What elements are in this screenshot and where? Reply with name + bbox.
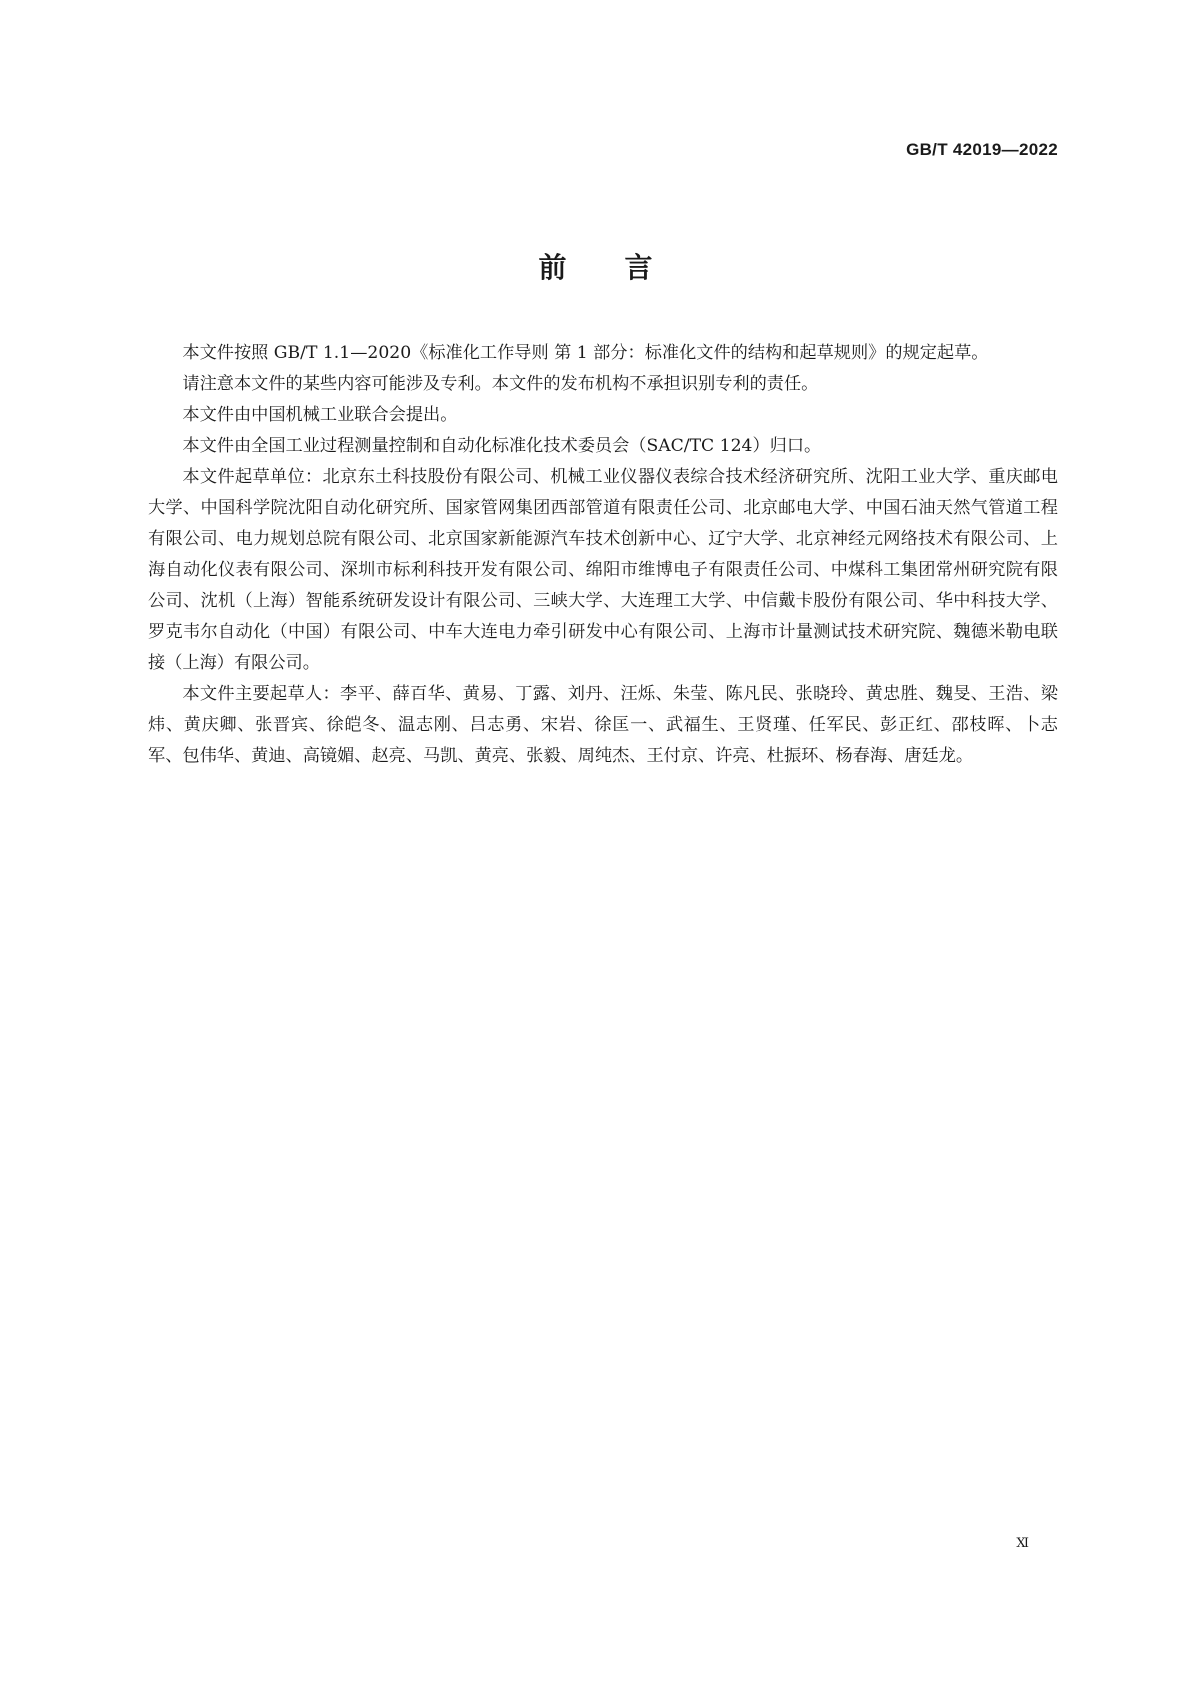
title-char-1: 前 [538,251,567,284]
foreword-body [148,338,1058,772]
paragraph-drafting-organizations: 本文件起草单位：北京东土科技股份有限公司、机械工业仪器仪表综合技术经济研究所、沈阳工业大学、重庆邮电大学、中国科学院沈阳自动化研究所、国家管网集团西部管道有限责任公司、北京邮电大学、中国石油天然气管道工程有限公司、电力规划总院有限公司、北京国家新能源汽车技术创新中心、辽宁大学、北京神经元网络技术有限公司、上海自动化仪表有限公司、深圳市标利科技开发有限公司、绵阳市维博电子有限责任公司、中煤科工集团常州研究院有限公司、沈机（上海）智能系统研发设计有限公司、三峡大学、大连理工大学、中信戴卡股份有限公司、华中科技大学、罗克韦尔自动化（中国）有限公司、中车大连电力牵引研发中心有限公司、上海市计量测试技术研究院、魏德米勒电联接（上海）有限公司。 [148,467,1058,673]
paragraph-drafting-rules: 本文件按照 GB/T 1.1—2020《标准化工作导则 第 1 部分：标准化文件的结构和起草规则》的规定起草。 [182,343,989,363]
paragraph-proposer: 本文件由中国机械工业联合会提出。 [182,405,458,425]
paragraph-technical-committee: 本文件由全国工业过程测量控制和自动化标准化技术委员会（SAC/TC 124）归口。 [182,436,822,456]
title-char-2: 言 [624,251,653,284]
paragraph-patent-notice: 请注意本文件的某些内容可能涉及专利。本文件的发布机构不承担识别专利的责任。 [182,374,819,394]
paragraph-drafters: 本文件主要起草人：李平、薛百华、黄易、丁露、刘丹、汪烁、朱莹、陈凡民、张晓玲、黄忠胜、魏旻、王浩、梁炜、黄庆卿、张晋宾、徐皑冬、温志刚、吕志勇、宋岩、徐匡一、武福生、王贤瑾、任军民、彭正红、邵枝晖、卜志军、包伟华、黄迪、高镜媚、赵亮、马凯、黄亮、张毅、周纯杰、王付京、许亮、杜振环、杨春海、唐廷龙。 [148,684,1058,766]
page-title [0,246,1191,286]
page-number: Ⅺ [1016,1536,1029,1551]
standard-code: GB/T 42019—2022 [906,140,1058,159]
